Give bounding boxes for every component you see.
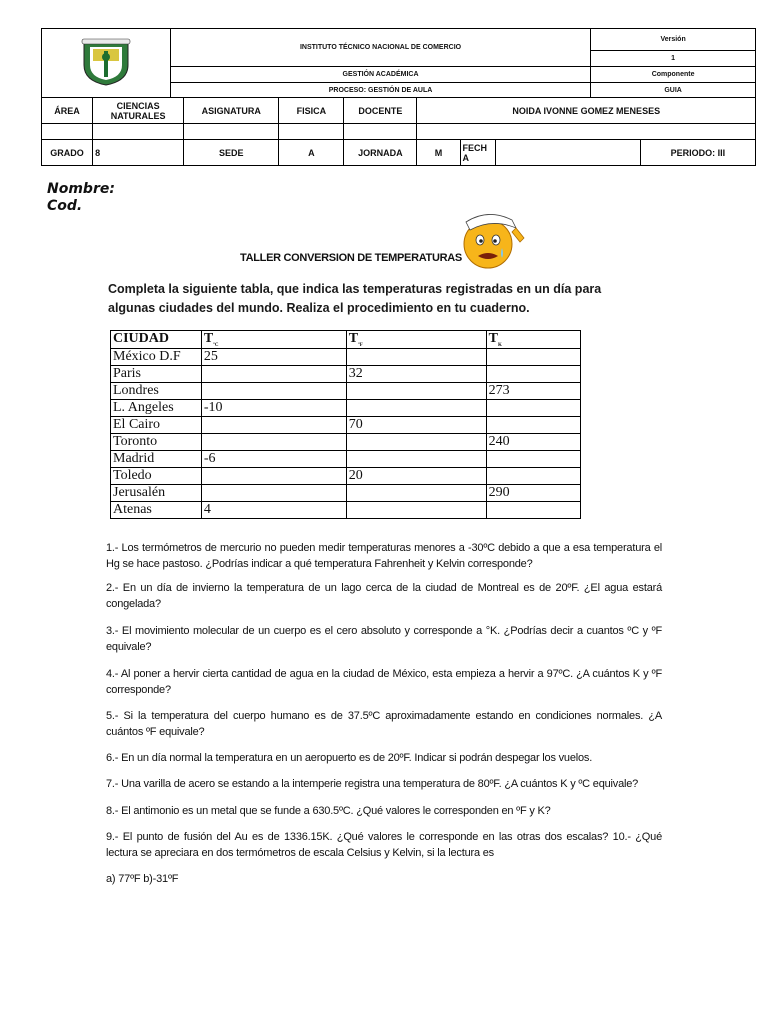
city-cell: México D.F: [111, 348, 202, 365]
city-cell: Atenas: [111, 501, 202, 518]
temperature-cell: [346, 382, 486, 399]
city-cell: L. Angeles: [111, 399, 202, 416]
question-7: 7.- Una varilla de acero se estando a la intemperie registra una temperatura de 80ºF. ¿A cuántos K y ºC equivale?: [106, 778, 639, 790]
temperature-cell: [346, 450, 486, 467]
table-row: [111, 484, 581, 501]
grade-value: 8: [93, 140, 184, 166]
question-4: 4.- Al poner a hervir cierta cantidad de agua en la ciudad de México, esta empieza a hervir a 97ºC. ¿A cuántos K y ºF corresponde?: [106, 668, 662, 696]
question-9-10: 9.- El punto de fusión del Au es de 1336.15K. ¿Qué valores le corresponde en las otras dos escalas? 10.- ¿Qué lectura se apreciara en dos termómetros de escala Celsius y Kelvin, si la lectura es: [106, 831, 662, 859]
temperature-cell: 273: [486, 382, 580, 399]
school-crest-logo: [78, 37, 134, 87]
sweating-face-icon: [452, 208, 532, 270]
component-value: GUIA: [591, 83, 756, 98]
city-cell: Toronto: [111, 433, 202, 450]
temperature-cell: [201, 416, 346, 433]
temperature-cell: [201, 365, 346, 382]
table-row: [111, 501, 581, 518]
temperature-cell: [201, 433, 346, 450]
temperature-cell: [346, 433, 486, 450]
temperature-cell: [486, 501, 580, 518]
city-cell: Toledo: [111, 467, 202, 484]
intro-paragraph: Completa la siguiente tabla, que indica las temperaturas registradas en un día para algunas ciudades del mundo. Realiza el procedimiento en tu cuaderno.: [108, 282, 602, 315]
page-title: TALLER CONVERSION DE TEMPERATURAS: [240, 252, 462, 264]
version-value: 1: [591, 51, 756, 67]
temperature-cell: [201, 484, 346, 501]
temperature-cell: [346, 348, 486, 365]
question-10-options: a) 77ºF b)-31ºF: [106, 873, 179, 885]
question-5: 5.- Si la temperatura del cuerpo humano es de 37.5ºC aproximadamente estando en condiciones normales. ¿A cuántos ºF equivale?: [106, 710, 662, 738]
question-8: 8.- El antimonio es un metal que se funde a 630.5ºC. ¿Qué valores le corresponden en ºF y K?: [106, 805, 551, 817]
temperature-cell: [346, 484, 486, 501]
question-6: 6.- En un día normal la temperatura en un aeropuerto es de 20ºF. Indicar si podrán despegar los vuelos.: [106, 752, 593, 764]
temperature-cell: [201, 382, 346, 399]
shift-value: M: [417, 140, 460, 166]
city-cell: Londres: [111, 382, 202, 399]
component-label: Componente: [591, 67, 756, 83]
question-1: 1.- Los termómetros de mercurio no pueden medir temperaturas menores a -30ºC debido a que a esa temperatura el Hg se hace pastoso. ¿Podrías indicar a qué temperatura Fahrenheit y Kelvin corresponde?: [106, 542, 662, 570]
table-row: [111, 416, 581, 433]
temperature-cell: 25: [201, 348, 346, 365]
city-cell: Paris: [111, 365, 202, 382]
temperature-cell: 20: [346, 467, 486, 484]
subject-value: FISICA: [279, 98, 344, 124]
blank-cell: [279, 124, 344, 140]
temperature-cell: [486, 365, 580, 382]
area-value: CIENCIAS NATURALES: [93, 98, 184, 124]
code-label: Cod.: [47, 198, 83, 214]
course-info-table: [41, 97, 756, 166]
city-cell: Jerusalén: [111, 484, 202, 501]
temperature-cell: [201, 467, 346, 484]
campus-label: SEDE: [184, 140, 279, 166]
temperature-cell: 32: [346, 365, 486, 382]
temperature-cell: [486, 348, 580, 365]
document-header: [41, 28, 756, 98]
date-label: FECH A: [460, 140, 495, 166]
table-row: [111, 365, 581, 382]
subject-label: ASIGNATURA: [184, 98, 279, 124]
table-row: [111, 348, 581, 365]
table-row: [111, 399, 581, 416]
table-row: [111, 467, 581, 484]
temperature-cell: [346, 399, 486, 416]
temperature-cell: 70: [346, 416, 486, 433]
teacher-value: NOIDA IVONNE GOMEZ MENESES: [417, 98, 756, 124]
table-row: [111, 450, 581, 467]
temperature-cell: 290: [486, 484, 580, 501]
temperature-table: [110, 330, 581, 519]
question-3: 3.- El movimiento molecular de un cuerpo es el cero absoluto y corresponde a °K. ¿Podrías decir a cuantos ºC y ºF equivale?: [106, 625, 662, 653]
area-label: ÁREA: [42, 98, 93, 124]
grade-label: GRADO: [42, 140, 93, 166]
column-header: CIUDAD: [111, 331, 202, 349]
blank-cell: [93, 124, 184, 140]
temperature-cell: 4: [201, 501, 346, 518]
column-header: $T_{ºF}$: [346, 331, 486, 349]
blank-cell: [417, 124, 756, 140]
column-header: $T_{ºC}$: [201, 331, 346, 349]
management-label: GESTIÓN ACADÉMICA: [170, 67, 590, 83]
date-value: [495, 140, 640, 166]
student-fields: [47, 181, 115, 215]
process-label: PROCESO: GESTIÓN DE AULA: [170, 83, 590, 98]
institution-name: INSTITUTO TÉCNICO NACIONAL DE COMERCIO: [170, 29, 590, 67]
temperature-cell: [486, 399, 580, 416]
city-cell: El Cairo: [111, 416, 202, 433]
temperature-cell: [346, 501, 486, 518]
question-2: 2.- En un día de invierno la temperatura de un lago cerca de la ciudad de Montreal es de 20ºF. ¿El agua estará congelada?: [106, 582, 662, 610]
temperature-cell: 240: [486, 433, 580, 450]
table-row: [111, 433, 581, 450]
logo-cell: [42, 29, 171, 98]
temperature-cell: -6: [201, 450, 346, 467]
blank-cell: [184, 124, 279, 140]
column-header: $T_K$: [486, 331, 580, 349]
temperature-cell: -10: [201, 399, 346, 416]
campus-value: A: [279, 140, 344, 166]
blank-cell: [42, 124, 93, 140]
shift-label: JORNADA: [344, 140, 417, 166]
city-cell: Madrid: [111, 450, 202, 467]
blank-cell: [344, 124, 417, 140]
period-label: PERIODO: III: [640, 140, 755, 166]
temperature-cell: [486, 467, 580, 484]
temperature-cell: [486, 416, 580, 433]
name-label: Nombre:: [47, 181, 115, 197]
version-label: Versión: [591, 29, 756, 51]
table-row: [111, 382, 581, 399]
temperature-cell: [486, 450, 580, 467]
teacher-label: DOCENTE: [344, 98, 417, 124]
